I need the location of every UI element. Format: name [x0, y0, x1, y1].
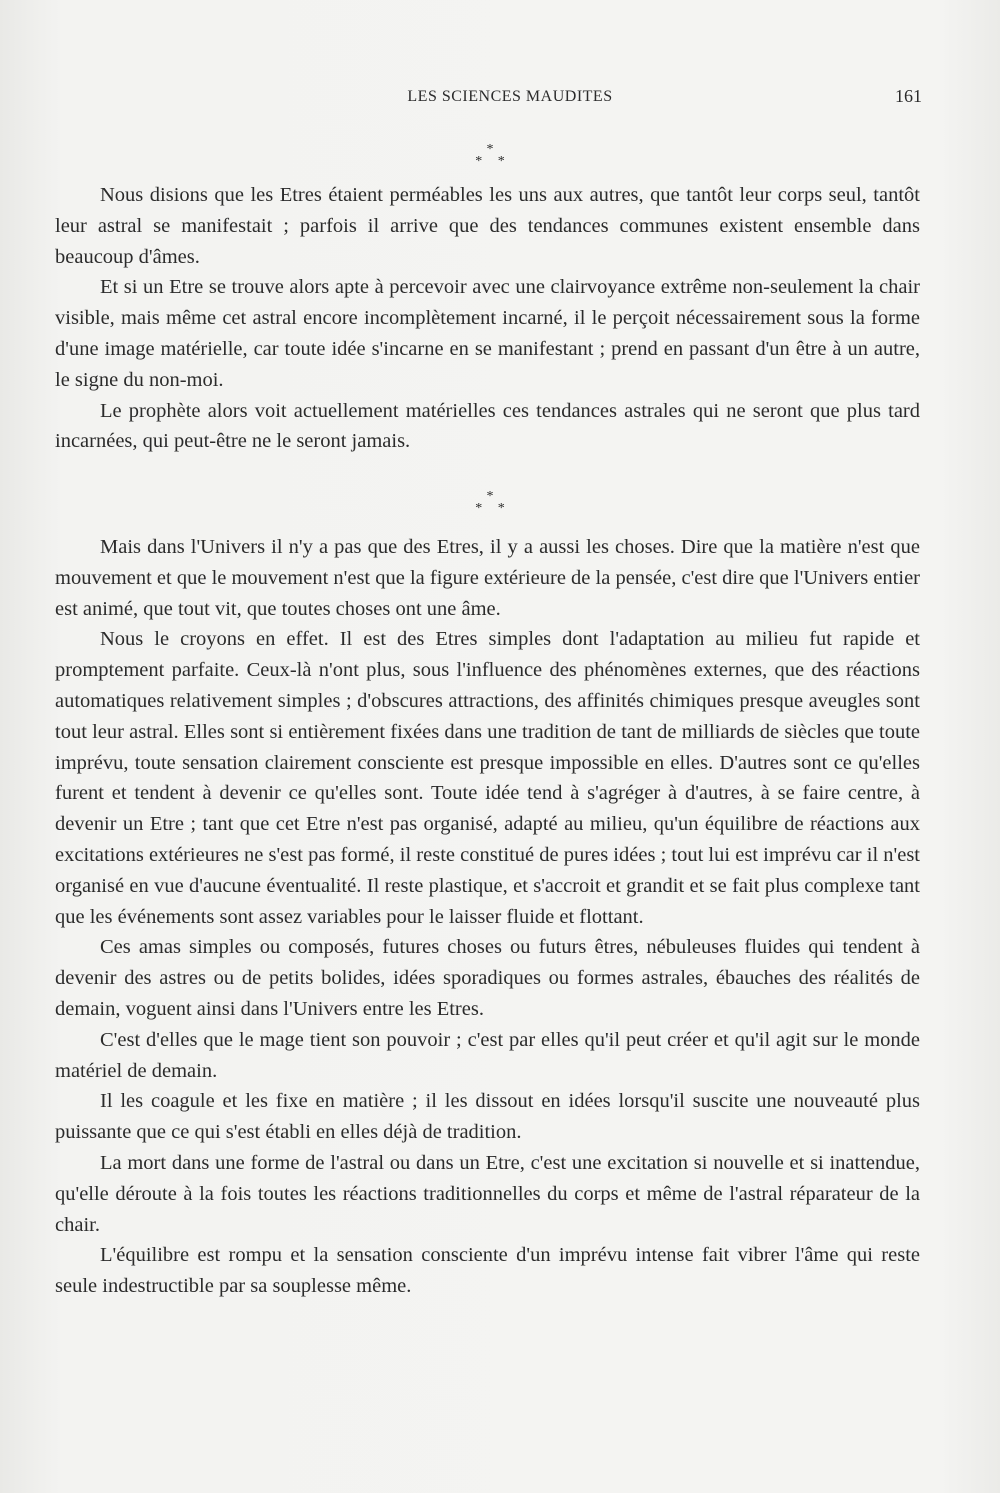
section-separator — [460, 144, 520, 168]
section-separator — [460, 491, 520, 515]
asterism-top: * — [486, 142, 494, 157]
paragraph: C'est d'elles que le mage tient son pouvoir ; c'est par elles qu'il peut créer et qu'il agit sur le monde matériel de demain. — [55, 1028, 920, 1082]
paragraph: Nous le croyons en effet. Il est des Etres simples dont l'adaptation au milieu fut rapide et promptement parfaite. Ceux-là n'ont plus, sous l'influence des phénomènes externes, que des réactions automatiques relativement simples ; d'obscures attractions, des affinités chimiques presque aveugles sont tout leur astral. Elles sont si entièrement fixées dans une tradition de tant de milliards de siècles que toute imprévu, toute sensation clairement consciente est presque impossible en elles. D'autres sont ce qu'elles furent et tendent à devenir ce qu'elles sont. Toute idée tend à s'agréger à d'autres, à se faire centre, à devenir un Etre ; tant que cet Etre n'est pas organisé, adapté au milieu, qu'un équilibre de réactions aux excitations extérieures ne s'est pas formé, il reste constitué de pures idées ; tout lui est imprévu car il n'est organisé en vue d'aucune éventualité. Il reste plastique, et s'accroit et grandit et se fait plus complexe tant que les événements sont assez variables pour le laisser fluide et flottant. — [55, 628, 920, 928]
paragraph: Le prophète alors voit actuellement matérielles ces tendances astrales qui ne seront que plus tard incarnées, qui peut-être ne le seront jamais. — [55, 399, 920, 453]
section-2-text — [55, 532, 920, 1302]
paragraph: Nous disions que les Etres étaient perméables les uns aux autres, que tantôt leur corps seul, tantôt leur astral se manifestait ; parfois il arrive que des tendances communes existent ensemble dans beaucoup d'âmes. — [55, 184, 920, 268]
section-1-text — [55, 180, 920, 457]
running-title: LES SCIENCES MAUDITES — [407, 88, 613, 105]
paragraph: Et si un Etre se trouve alors apte à percevoir avec une clairvoyance extrême non-seulement la chair visible, mais même cet astral encore incomplètement incarné, il le perçoit nécessairement sous la forme d'une image matérielle, car toute idée s'incarne en se manifestant ; prend en passant d'un être à un autre, le signe du non-moi. — [55, 276, 920, 391]
paragraph: Mais dans l'Univers il n'y a pas que des Etres, il y a aussi les choses. Dire que la matière n'est que mouvement et que le mouvement n'est que la figure extérieure de la pensée, c'est dire que l'Univers entier est animé, que tout vit, que toutes choses ont une âme. — [55, 536, 920, 620]
asterism-top: * — [486, 489, 494, 504]
paragraph: Ces amas simples ou composés, futures choses ou futurs êtres, nébuleuses fluides qui tendent à devenir des astres ou de petits bolides, idées sporadiques ou formes astrales, ébauches des réalités de demain, voguent ainsi dans l'Univers entre les Etres. — [55, 936, 920, 1020]
paragraph: La mort dans une forme de l'astral ou dans un Etre, c'est une excitation si nouvelle et si inattendue, qu'elle déroute à la fois toutes les réactions traditionnelles du corps et même de l'astral réparateur de la chair. — [55, 1151, 920, 1236]
page-number: 161 — [895, 86, 922, 106]
asterism-bottom: * * — [475, 154, 511, 169]
paragraph: Il les coagule et les fixe en matière ; il les dissout en idées lorsqu'il suscite une nouveauté plus puissante que ce qui s'est établi en elles déjà de tradition. — [55, 1090, 920, 1144]
paragraph: L'équilibre est rompu et la sensation consciente d'un imprévu intense fait vibrer l'âme qui reste seule indestructible par sa souplesse même. — [55, 1244, 920, 1298]
asterism-bottom: * * — [475, 501, 511, 516]
running-header — [90, 88, 930, 112]
